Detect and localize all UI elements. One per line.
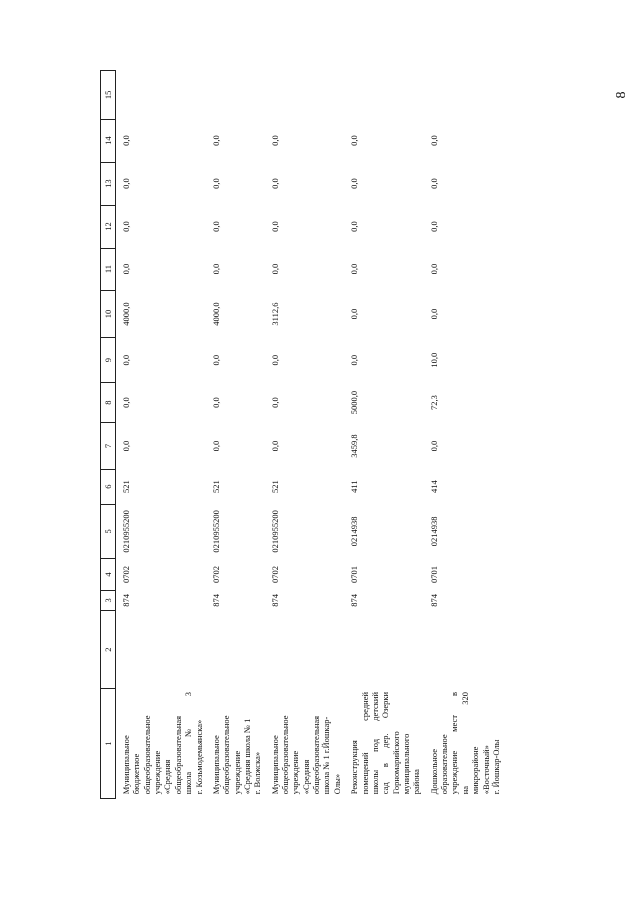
institution-name-cell — [424, 689, 504, 798]
cell-col3 — [206, 610, 265, 689]
table-row — [265, 71, 345, 816]
institution-name-line: «Средняя — [300, 759, 311, 795]
cell-col11: 0,0 — [349, 308, 360, 320]
cell-col14: 0,0 — [269, 178, 280, 189]
cell-col15: 0,0 — [428, 135, 439, 146]
column-header: 8 — [101, 382, 116, 423]
column-header: 9 — [101, 338, 116, 382]
cell-col4: 874 — [349, 594, 360, 607]
row-spacer — [344, 798, 424, 815]
institution-name-cell — [206, 689, 265, 798]
cell-col7: 521 — [121, 480, 131, 493]
table-row — [344, 71, 424, 816]
table-row — [424, 71, 504, 816]
cell-col13: 0,0 — [121, 221, 131, 232]
cell-col12: 0,0 — [121, 263, 131, 275]
column-header: 15 — [101, 71, 116, 120]
row-spacer — [424, 798, 504, 815]
cell-col9: 5000,0 — [349, 390, 360, 415]
cell-col5: 0702 — [269, 565, 280, 583]
row-spacer — [265, 798, 345, 815]
institution-name-line: Муниципальное — [121, 735, 131, 795]
cell-col9: 0,0 — [269, 397, 280, 408]
institution-name-line: Муниципальное — [269, 735, 280, 795]
cell-col3 — [116, 610, 206, 689]
institution-name-line: «Восточный» — [480, 745, 491, 795]
institution-name-line: Муниципальное — [210, 735, 221, 795]
cell-col7: 521 — [269, 480, 280, 493]
institution-name-line: бюджетное — [131, 753, 142, 795]
cell-col5: 0702 — [210, 565, 221, 583]
cell-col15: 0,0 — [349, 135, 360, 146]
column-header: 2 — [101, 610, 116, 689]
cell-col3 — [424, 610, 504, 689]
cell-col11: 4000,0 — [121, 302, 131, 326]
cell-col13: 0,0 — [428, 221, 439, 232]
cell-col8: 3459,8 — [349, 434, 360, 458]
institution-name-line: школа №3 — [183, 691, 194, 795]
cell-col5: 0701 — [428, 565, 439, 583]
cell-col12: 0,0 — [428, 263, 439, 275]
institution-name-line: Олы» — [331, 773, 342, 795]
cell-col6: 0214938 — [428, 516, 439, 547]
cell-col9: 0,0 — [121, 397, 131, 408]
institution-name-line: учреждение — [152, 750, 163, 795]
column-header: 1 — [101, 689, 116, 798]
header-spacer — [101, 798, 116, 815]
institution-name-line: микрорайоне — [470, 746, 481, 795]
institution-name-line: г. Волжска» — [252, 751, 263, 795]
cell-col5: 0702 — [121, 565, 131, 583]
cell-col4: 874 — [121, 594, 131, 607]
cell-col4: 874 — [428, 594, 439, 607]
column-header: 10 — [101, 290, 116, 338]
row-spacer — [116, 798, 206, 815]
cell-col4: 874 — [269, 594, 280, 607]
cell-col11: 4000,0 — [210, 302, 221, 326]
column-header: 14 — [101, 119, 116, 162]
institution-name-line: сад в дер. Озерки — [380, 691, 391, 795]
cell-col13: 0,0 — [269, 221, 280, 232]
institution-name-line: общеобразовательное — [221, 715, 232, 795]
institution-name-line: «Средняя — [162, 759, 173, 795]
institution-name-line: района — [411, 769, 422, 795]
cell-col15: 0,0 — [210, 135, 221, 146]
cell-col4: 874 — [210, 594, 221, 607]
column-header: 6 — [101, 469, 116, 504]
cell-col8: 0,0 — [121, 440, 131, 452]
cell-col11: 3112,6 — [269, 302, 280, 326]
institution-name-line: общеобразовательное — [141, 715, 152, 795]
cell-col9: 72,3 — [428, 395, 439, 411]
institution-name-cell — [344, 689, 424, 798]
cell-col14: 0,0 — [121, 178, 131, 189]
cell-col14: 0,0 — [210, 178, 221, 189]
institution-name-line: учреждение — [290, 750, 301, 795]
institution-name-line: г. Козьмодемьянска» — [193, 719, 204, 795]
cell-col13: 0,0 — [349, 221, 360, 232]
cell-col3 — [265, 610, 345, 689]
institution-name-line: учреждение мест в — [449, 691, 460, 795]
rotated-table-page — [100, 70, 640, 815]
institution-name-line: Горномарийского — [390, 731, 401, 795]
budget-table — [100, 70, 503, 815]
column-header: 7 — [101, 423, 116, 469]
cell-col3 — [344, 610, 424, 689]
cell-col10: 0,0 — [121, 354, 131, 366]
cell-col12: 0,0 — [349, 263, 360, 275]
cell-col10: 0,0 — [349, 354, 360, 366]
institution-name-line: образовательное — [439, 734, 450, 795]
column-header: 12 — [101, 205, 116, 248]
cell-col6: 0210955200 — [269, 510, 280, 553]
header-row — [101, 71, 116, 816]
cell-col15: 0,0 — [269, 135, 280, 146]
institution-name-line: общеобразовательная — [311, 715, 322, 795]
cell-col14: 0,0 — [428, 178, 439, 189]
column-header: 5 — [101, 504, 116, 558]
cell-col10: 10,0 — [428, 352, 439, 368]
institution-name-line: школы под детский — [369, 691, 380, 795]
cell-col8: 0,0 — [428, 440, 439, 452]
cell-col6: 0210955200 — [210, 510, 221, 553]
column-header: 13 — [101, 162, 116, 205]
page-number: 8 — [614, 91, 629, 99]
column-header: 3 — [101, 590, 116, 610]
column-header: 11 — [101, 248, 116, 290]
institution-name-line: школа № 1 г.Йошкар- — [321, 716, 332, 795]
cell-col9: 0,0 — [210, 397, 221, 408]
institution-name-line: общеобразовательная — [172, 715, 183, 795]
institution-name-line: общеобразовательное — [280, 715, 291, 795]
institution-name-cell — [116, 689, 206, 798]
cell-col12: 0,0 — [269, 263, 280, 275]
institution-name-line: г. Йошкар-Олы — [490, 739, 501, 795]
column-header: 4 — [101, 558, 116, 590]
row-spacer — [206, 798, 265, 815]
cell-col7: 521 — [210, 480, 221, 493]
cell-col11: 0,0 — [428, 308, 439, 320]
cell-col8: 0,0 — [269, 440, 280, 452]
table-row — [206, 71, 265, 816]
cell-col6: 0214938 — [349, 516, 360, 547]
institution-name-line: Реконструкция — [349, 740, 360, 795]
cell-col7: 411 — [349, 480, 360, 493]
institution-name-line: помещений средней — [359, 691, 370, 795]
cell-col5: 0701 — [349, 565, 360, 583]
institution-name-line: «Средняя школа № 1 — [241, 718, 252, 795]
cell-col10: 0,0 — [210, 354, 221, 366]
cell-col14: 0,0 — [349, 178, 360, 189]
institution-name-line: на 320 — [459, 691, 470, 795]
cell-col6: 0210955200 — [121, 510, 131, 553]
institution-name-line: учреждение — [231, 750, 242, 795]
cell-col15: 0,0 — [121, 135, 131, 146]
cell-col8: 0,0 — [210, 440, 221, 452]
cell-col12: 0,0 — [210, 263, 221, 275]
cell-col10: 0,0 — [269, 354, 280, 366]
cell-col7: 414 — [428, 480, 439, 493]
table-row — [116, 71, 206, 816]
institution-name-line: муниципального — [400, 733, 411, 795]
institution-name-cell — [265, 689, 345, 798]
institution-name-line: Дошкольное — [428, 749, 439, 795]
cell-col13: 0,0 — [210, 221, 221, 232]
